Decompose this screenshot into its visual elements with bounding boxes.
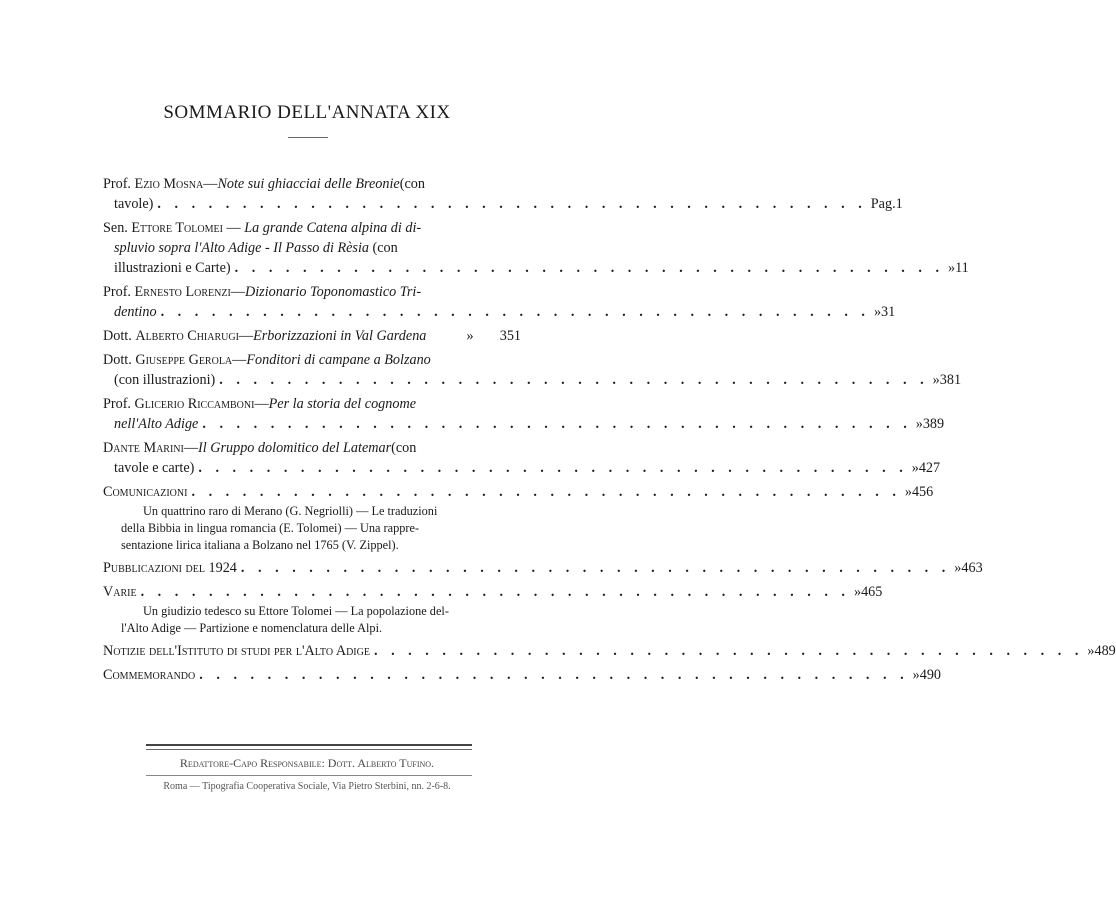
entry-separator: —: [238, 328, 254, 344]
page-number: 1: [895, 196, 903, 212]
entry-work: Fonditori di campane a Bolzano: [246, 352, 431, 368]
page-marker: Pag.: [870, 196, 896, 212]
page-marker: »: [911, 460, 919, 476]
entry-section-label: Notizie dell'Istituto di studi per l'Alto Adige: [103, 643, 370, 659]
page-number: 11: [955, 260, 969, 276]
entry-continuation: tavole e carte): [114, 460, 195, 476]
entry-section-label: Comunicazioni: [103, 484, 188, 500]
page-number: 463: [961, 560, 983, 576]
entry-separator: —: [183, 440, 199, 456]
entry-separator: —: [254, 396, 269, 412]
entry-title-prefix: Prof.: [103, 176, 131, 192]
page-number: 490: [919, 667, 942, 683]
footer-divider: [146, 749, 472, 750]
entry-separator: —: [203, 176, 218, 192]
page-marker: »: [932, 372, 940, 388]
entry-work: Note sui ghiacciai delle Breonie: [217, 176, 400, 192]
entry-work: Dizionario Toponomastico Tri-: [244, 284, 422, 300]
page-title: SOMMARIO DELL'ANNATA XIX: [163, 102, 451, 123]
entry-continuation: dentino: [114, 304, 157, 320]
toc-entry-varie[interactable]: [103, 582, 883, 637]
entry-author: Ernesto Lorenzi: [134, 284, 231, 300]
entry-author: Ezio Mosna: [134, 176, 204, 192]
entry-author: Giuseppe Gerola: [135, 352, 233, 368]
entry-title-prefix: Dott.: [103, 352, 132, 368]
leader-dots: . . . . . . . . . . . . . . . . . . . . . . . . . . . . . . . . . . . . . . . . . .: [199, 667, 909, 683]
entry-title-prefix: Prof.: [103, 284, 131, 300]
leader-dots: . . . . . . . . . . . . . . . . . . . . . . . . . . . . . . . . . . . . . . . . . .: [198, 460, 908, 476]
page-number: 489: [1094, 643, 1116, 659]
footer-editor: Redattore-Capo Responsabile: Dott. Alberto Tufino.: [179, 756, 435, 770]
leader-dots: . . . . . . . . . . . . . . . . . . . . . . . . . . . . . . . . . . . . . . . . . .: [202, 416, 912, 432]
toc-entry-riccamboni[interactable]: [103, 394, 945, 434]
leader-dots: . . . . . . . . . . . . . . . . . . . . . . . . . . . . . . . . . . . . . . . . . .: [191, 484, 901, 500]
entry-work: Erborizzazioni in Val Gardena: [253, 328, 427, 344]
entry-title-prefix: Sen.: [103, 220, 128, 236]
leader-dots: . . . . . . . . . . . . . . . . . . . . . . . . . . . . . . . . . . . . . . . . . .: [234, 260, 945, 276]
entry-work: La grande Catena alpina di di-: [244, 220, 422, 236]
page-number: 389: [922, 416, 945, 432]
toc-entry-commemorando[interactable]: [103, 665, 942, 685]
entry-author: Ettore Tolomei: [131, 220, 223, 236]
entry-continuation: illustrazioni e Carte): [114, 260, 231, 276]
page-marker: »: [466, 328, 474, 344]
toc-entry-chiarugi[interactable]: [103, 326, 521, 346]
entry-work-rest: (con: [368, 240, 398, 256]
entry-work: Il Gruppo dolomitico del Latemar: [198, 440, 392, 456]
toc-entry-comunicazioni[interactable]: [103, 482, 934, 554]
toc-entry-gerola[interactable]: [103, 350, 962, 390]
entry-work-line-2: spluvio sopra l'Alto Adige - Il Passo di Rèsia: [114, 240, 369, 256]
section-description: [103, 603, 521, 637]
entry-work-rest: (con: [391, 440, 417, 456]
description-line: della Bibbia in lingua romancia (E. Tolomei) — Una rappre-: [121, 521, 420, 535]
entry-continuation: tavole): [114, 196, 154, 212]
page-marker: »: [954, 560, 962, 576]
section-description: [103, 503, 521, 554]
entry-author: Dante Marini: [103, 440, 184, 456]
toc-entry-tolomei[interactable]: [103, 218, 969, 278]
leader-dots: . . . . . . . . . . . . . . . . . . . . . . . . . . . . . . . . . . . . . . . . . .: [160, 304, 870, 320]
title-divider: [288, 137, 328, 138]
entry-section-label: Varie: [103, 584, 137, 600]
entry-title-prefix: Prof.: [103, 396, 131, 412]
description-line: l'Alto Adige — Partizione e nomenclatura delle Alpi.: [121, 621, 383, 635]
leader-dots: . . . . . . . . . . . . . . . . . . . . . . . . . . . . . . . . . . . . . . . . . .: [373, 643, 1084, 659]
page-marker: »: [912, 667, 920, 683]
description-line: sentazione lirica italiana a Bolzano nel 1765 (V. Zippel).: [121, 538, 399, 552]
page-marker: »: [853, 584, 862, 600]
entry-separator: —: [222, 220, 245, 236]
page-number: 381: [939, 372, 962, 388]
description-line: Un giudizio tedesco su Ettore Tolomei — La popolazione del-: [143, 604, 449, 618]
toc-entry-lorenzi[interactable]: [103, 282, 896, 322]
page-number: 427: [918, 460, 941, 476]
page-number: 465: [861, 584, 883, 600]
toc-entry-pubblicazioni[interactable]: [103, 558, 983, 578]
entry-continuation: (con illustrazioni): [114, 372, 216, 388]
leader-dots: . . . . . . . . . . . . . . . . . . . . . . . . . . . . . . . . . . . . . . . . . .: [219, 372, 929, 388]
entry-continuation: nell'Alto Adige: [114, 416, 199, 432]
page-marker: »: [915, 416, 923, 432]
leader-dots: . . . . . . . . . . . . . . . . . . . . . . . . . . . . . . . . . . . . . . . . . .: [140, 584, 850, 600]
page-marker: »: [873, 304, 882, 320]
footer-divider: [146, 744, 472, 746]
entry-author: Glicerio Riccamboni: [134, 396, 255, 412]
description-line: Un quattrino raro di Merano (G. Negriolli) — Le traduzioni: [143, 504, 438, 518]
table-of-contents: [103, 174, 1116, 685]
toc-entry-notizie[interactable]: [103, 641, 1116, 661]
entry-section-label: Commemorando: [103, 667, 196, 683]
entry-section-label: Pubblicazioni del 1924: [103, 560, 237, 576]
entry-separator: —: [232, 352, 247, 368]
page-number: 31: [881, 304, 896, 320]
entry-work: Per la storia del cognome: [268, 396, 417, 412]
page-number: 351: [499, 328, 521, 344]
entry-separator: —: [230, 284, 245, 300]
footer-printer: Roma — Tipografia Cooperativa Sociale, Via Pietro Sterbini, nn. 2-6-8.: [163, 781, 451, 792]
page-marker: »: [948, 260, 956, 276]
leader-dots: . . . . . . . . . . . . . . . . . . . . . . . . . . . . . . . . . . . . . . . . . .: [240, 560, 951, 576]
entry-title-prefix: Dott.: [103, 328, 132, 344]
leader-dots: . . . . . . . . . . . . . . . . . . . . . . . . . . . . . . . . . . . . . . . . . .: [157, 196, 867, 212]
page-marker: »: [1087, 643, 1095, 659]
footer-divider: [146, 775, 472, 776]
toc-entry-mosna[interactable]: [103, 174, 903, 214]
entry-work-rest: (con: [399, 176, 425, 192]
page-marker: »: [904, 484, 912, 500]
entry-author: Alberto Chiarugi: [135, 328, 239, 344]
page-number: 456: [911, 484, 934, 500]
toc-entry-marini[interactable]: [103, 438, 941, 478]
